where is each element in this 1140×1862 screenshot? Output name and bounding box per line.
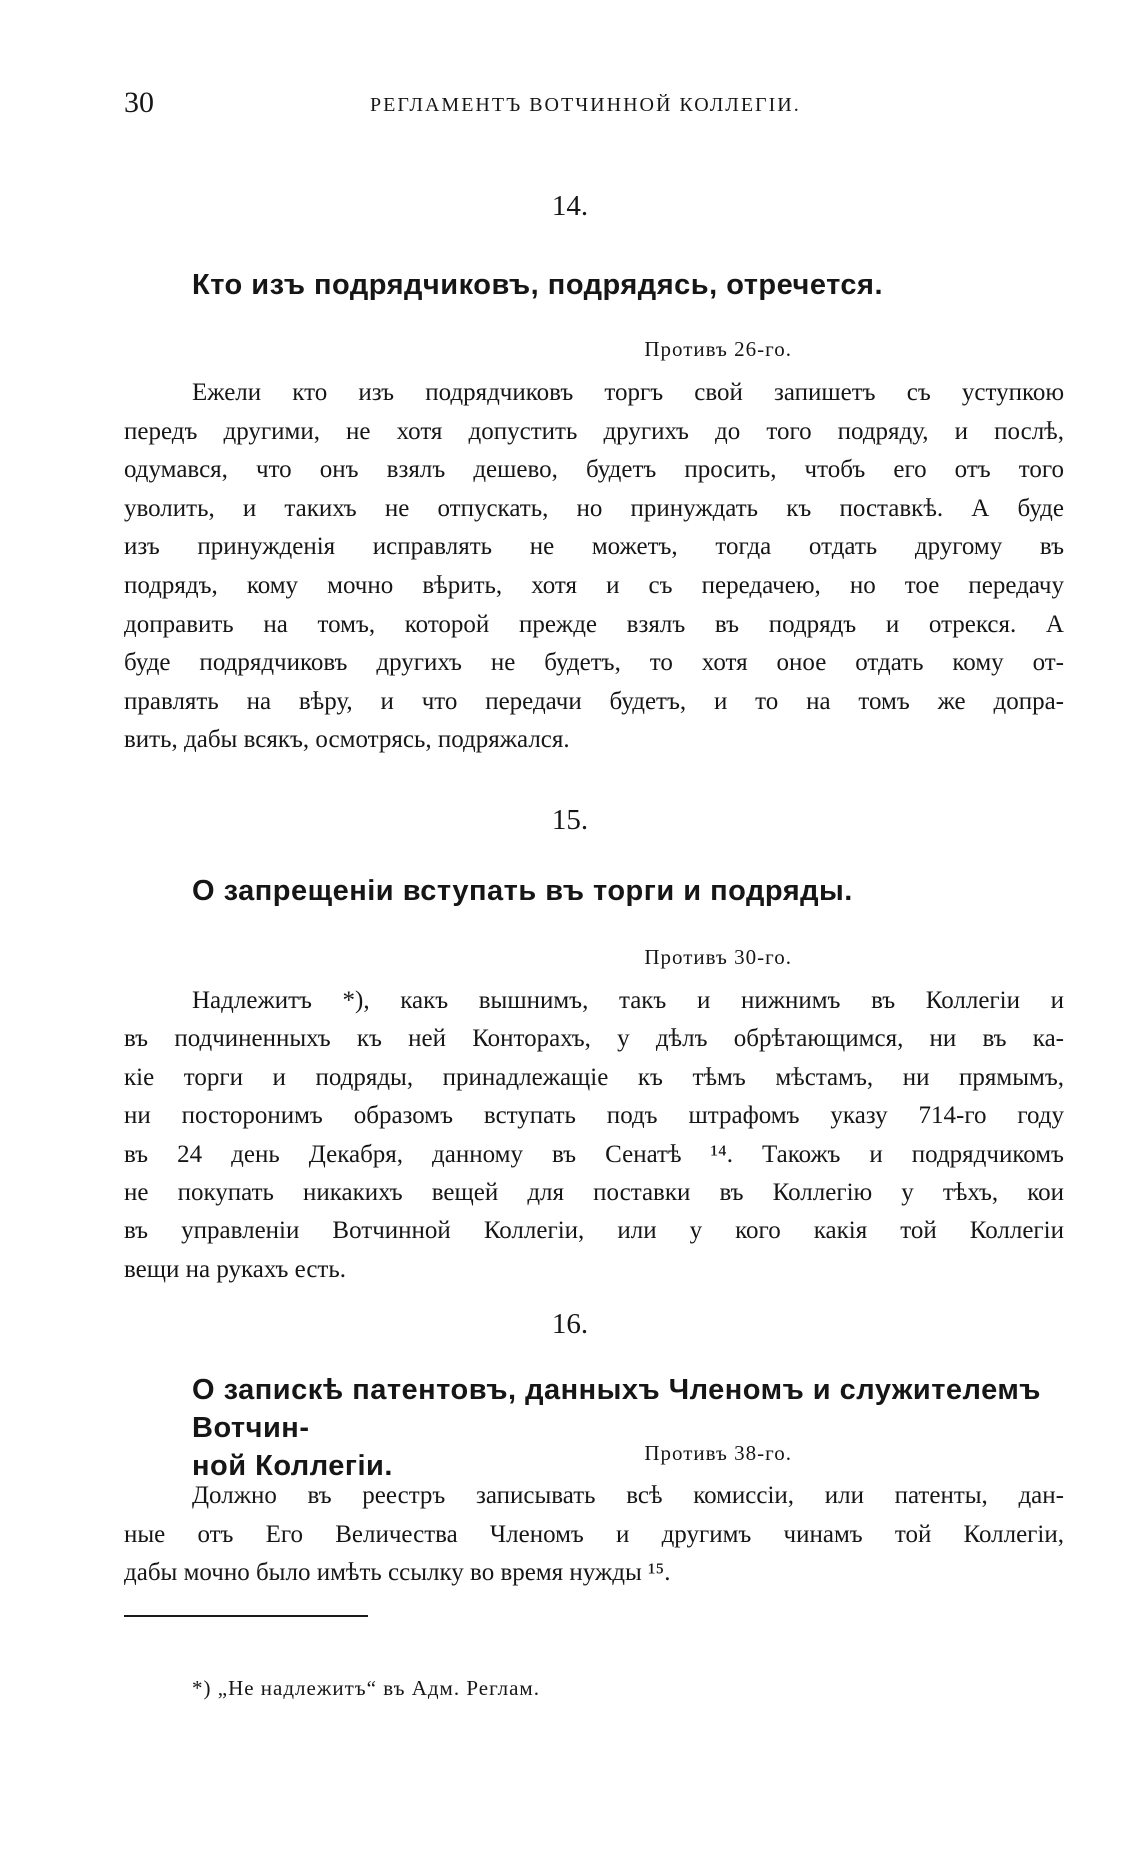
section-14-reference: Противъ 26-го. [644, 337, 792, 361]
paragraph-line: доправить на томъ, которой прежде взялъ въ подрядъ и отрекся. А [124, 610, 1064, 638]
paragraph-line: кіе торги и подряды, принадлежащіе къ тѣмъ мѣстамъ, ни прямымъ, [124, 1063, 1064, 1091]
paragraph-line: вить, дабы всякъ, осмотрясь, подряжался. [124, 726, 570, 754]
section-14-paragraph [124, 374, 1064, 760]
paragraph-line: изъ принужденія исправлять не можетъ, тогда отдать другому въ [124, 533, 1064, 561]
paragraph-line: ни посторонимъ образомъ вступать подъ штрафомъ указу 714-го году [124, 1102, 1064, 1130]
paragraph-line: въ подчиненныхъ къ ней Конторахъ, у дѣлъ обрѣтающимся, ни въ ка- [124, 1025, 1064, 1053]
paragraph-line: подрядъ, кому мочно вѣрить, хотя и съ передачею, но тое передачу [124, 571, 1064, 599]
section-16-paragraph [124, 1477, 1064, 1593]
section-15-reference: Противъ 30-го. [644, 945, 792, 969]
section-14-number: 14. [551, 190, 589, 222]
paragraph-line: одумався, что онъ взялъ дешево, будетъ просить, чтобъ его отъ того [124, 456, 1064, 484]
running-header [124, 86, 1064, 126]
paragraph-line: въ 24 день Декабря, данному въ Сенатѣ ¹⁴. Такожъ и подрядчикомъ [124, 1140, 1064, 1168]
paragraph-line: вещи на рукахъ есть. [124, 1255, 347, 1283]
paragraph-line: правлять на вѣру, и что передачи будетъ, и то на томъ же допра- [124, 687, 1064, 715]
paragraph-line: уволить, и такихъ не отпускать, но принуждать къ поставкѣ. А буде [124, 494, 1064, 522]
section-14-heading: Кто изъ подрядчиковъ, подрядясь, отречется. [192, 269, 884, 301]
section-15-paragraph [124, 982, 1064, 1289]
paragraph-line: ные отъ Его Величества Членомъ и другимъ чинамъ той Коллегіи, [124, 1520, 1064, 1548]
section-16-heading: О запискѣ патентовъ, данныхъ Членомъ и служителемъ Вотчин- ной Коллегіи. [192, 1374, 1041, 1482]
paragraph-line: дабы мочно было имѣть ссылку во время нужды ¹⁵. [124, 1559, 671, 1586]
paragraph-line: буде подрядчиковъ другихъ не будетъ, то хотя оное отдать кому от- [124, 649, 1064, 677]
paragraph-line: Должно въ реестръ записывать всѣ комиссіи, или патенты, дан- [192, 1482, 1064, 1509]
page-number: 30 [124, 86, 154, 119]
section-16-reference: Противъ 38-го. [644, 1441, 792, 1465]
paragraph-line: Ежели кто изъ подрядчиковъ торгъ свой запишетъ съ уступкою [192, 379, 1064, 406]
paragraph-line: въ управленіи Вотчинной Коллегіи, или у кого какія той Коллегіи [124, 1217, 1064, 1245]
running-title: РЕГЛАМЕНТЪ ВОТЧИННОЙ КОЛЛЕГІИ. [370, 94, 801, 116]
paragraph-line: передъ другими, не хотя допустить другихъ до того подряду, и послѣ, [124, 417, 1064, 445]
footnote-rule [124, 1615, 368, 1617]
paragraph-line: Надлежитъ *), какъ вышнимъ, такъ и нижнимъ въ Коллегіи и [192, 987, 1064, 1014]
section-15-number: 15. [551, 804, 589, 836]
section-16-number: 16. [551, 1308, 589, 1340]
paragraph-line: не покупать никакихъ вещей для поставки въ Коллегію у тѣхъ, кои [124, 1179, 1064, 1207]
footnote: *) „Не надлежитъ“ въ Адм. Реглам. [192, 1676, 540, 1700]
section-15-heading: О запрещеніи вступать въ торги и подряды. [192, 875, 853, 907]
